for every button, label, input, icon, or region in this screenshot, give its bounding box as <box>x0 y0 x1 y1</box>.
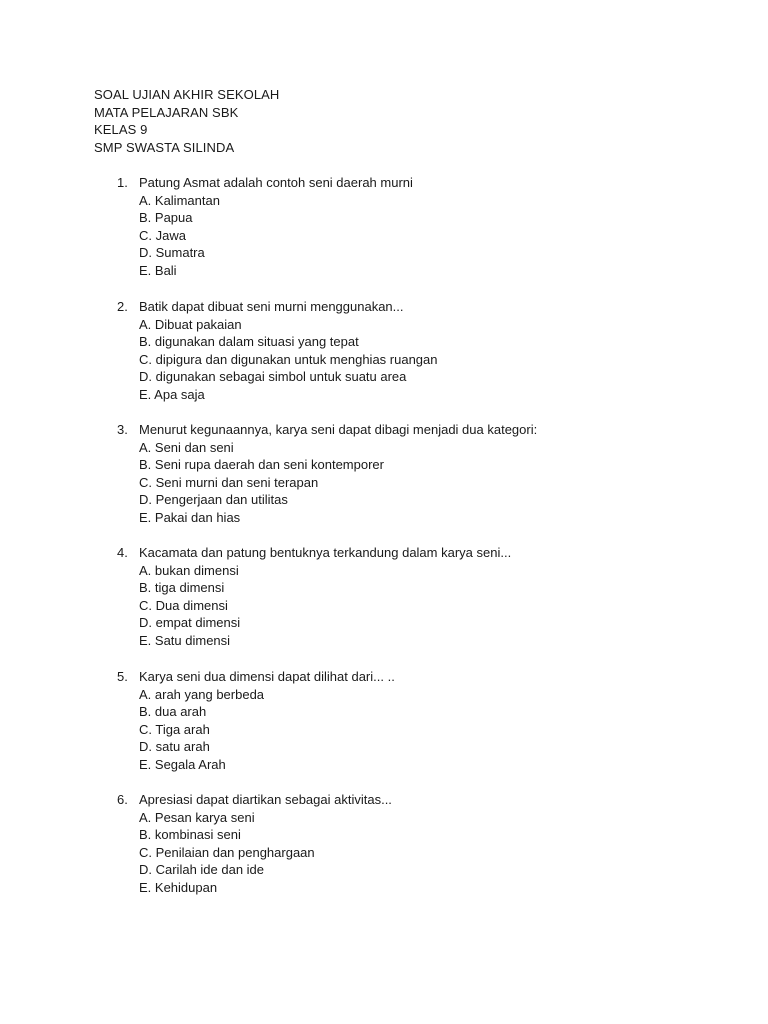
option-e: E. Bali <box>139 262 177 278</box>
option-list <box>139 192 413 280</box>
question-number: 4. <box>117 545 128 560</box>
option-list <box>139 562 511 650</box>
question-4 <box>117 544 511 650</box>
option-b: B. tiga dimensi <box>139 580 225 596</box>
question-number: 5. <box>117 669 128 684</box>
question-number: 6. <box>117 792 128 807</box>
question-text: Kacamata dan patung bentuknya terkandung dalam karya seni... <box>139 545 512 560</box>
option-b: B. Papua <box>139 210 193 226</box>
option-a: A. Dibuat pakaian <box>139 316 242 332</box>
option-a: A. Kalimantan <box>139 192 220 208</box>
option-e: E. Pakai dan hias <box>139 509 241 525</box>
option-c: C. Jawa <box>139 227 186 243</box>
option-d: D. Carilah ide dan ide <box>139 862 265 878</box>
exam-title: SOAL UJIAN AKHIR SEKOLAH <box>94 87 280 102</box>
question-1 <box>117 174 413 280</box>
class-line: KELAS 9 <box>94 122 148 138</box>
option-list <box>139 686 395 774</box>
question-text: Menurut kegunaannya, karya seni dapat dibagi menjadi dua kategori: <box>139 422 538 437</box>
option-list <box>139 439 537 527</box>
question-text: Apresiasi dapat diartikan sebagai aktivitas... <box>139 792 392 807</box>
option-c: C. dipigura dan digunakan untuk menghias ruangan <box>139 351 438 367</box>
option-a: A. bukan dimensi <box>139 562 239 578</box>
option-e: E. Satu dimensi <box>139 632 231 648</box>
option-e: E. Kehidupan <box>139 879 218 895</box>
option-e: E. Apa saja <box>139 386 205 402</box>
subject-line: MATA PELAJARAN SBK <box>94 104 239 120</box>
option-list <box>139 809 392 897</box>
question-number: 2. <box>117 299 128 314</box>
question-6 <box>117 791 392 897</box>
option-a: A. Seni dan seni <box>139 439 234 455</box>
option-b: B. dua arah <box>139 704 207 720</box>
option-b: B. digunakan dalam situasi yang tepat <box>139 334 359 350</box>
option-b: B. kombinasi seni <box>139 827 241 843</box>
option-e: E. Segala Arah <box>139 756 226 772</box>
option-c: C. Seni murni dan seni terapan <box>139 474 319 490</box>
option-d: D. Pengerjaan dan utilitas <box>139 492 288 508</box>
option-c: C. Penilaian dan penghargaan <box>139 844 315 860</box>
question-number: 3. <box>117 422 128 437</box>
question-3 <box>117 421 537 527</box>
option-b: B. Seni rupa daerah dan seni kontemporer <box>139 457 384 473</box>
option-a: A. Pesan karya seni <box>139 809 255 825</box>
option-c: C. Dua dimensi <box>139 597 228 613</box>
document-header <box>94 86 279 156</box>
option-c: C. Tiga arah <box>139 721 210 737</box>
school-line: SMP SWASTA SILINDA <box>94 139 235 155</box>
option-d: D. Sumatra <box>139 245 205 261</box>
question-text: Patung Asmat adalah contoh seni daerah murni <box>139 175 413 190</box>
question-number: 1. <box>117 175 128 190</box>
question-5 <box>117 668 395 774</box>
option-d: D. empat dimensi <box>139 615 241 631</box>
option-a: A. arah yang berbeda <box>139 686 265 702</box>
question-text: Karya seni dua dimensi dapat dilihat dari... .. <box>139 669 395 684</box>
option-list <box>139 316 438 404</box>
question-text: Batik dapat dibuat seni murni menggunakan... <box>139 299 404 314</box>
question-2 <box>117 298 438 404</box>
option-d: D. digunakan sebagai simbol untuk suatu area <box>139 369 407 385</box>
option-d: D. satu arah <box>139 739 210 755</box>
